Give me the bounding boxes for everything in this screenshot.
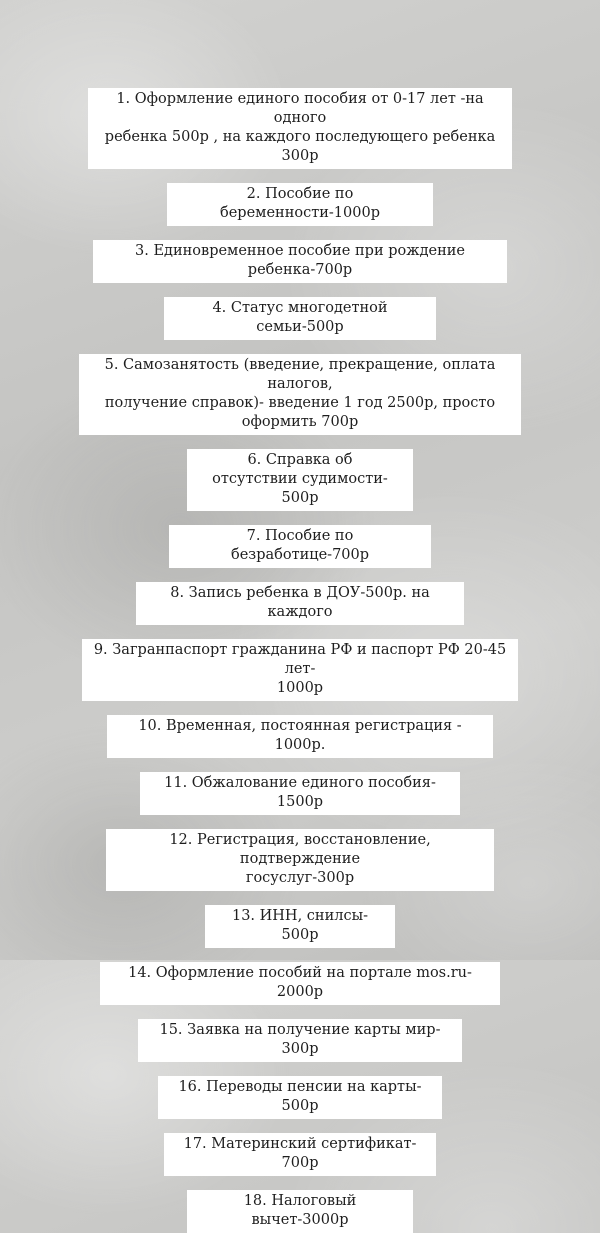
service-item-4: 4. Статус многодетной семьи-500р [164,297,436,340]
service-item-5: 5. Самозанятость (введение, прекращение, оплата налогов, получение справок)- введение 1 год 2500р, просто оформить 700р [79,354,521,435]
service-item-9: 9. Загранпаспорт гражданина РФ и паспорт РФ 20-45 лет- 1000р [82,639,518,701]
service-item-14: 14. Оформление пособий на портале mos.ru- 2000р [100,962,500,1005]
service-item-10: 10. Временная, постоянная регистрация - 1000р. [107,715,493,758]
service-item-1: 1. Оформление единого пособия от 0-17 лет -на одного ребенка 500р , на каждого последующего ребенка 300р [88,88,512,169]
service-item-17: 17. Материнский сертификат- 700р [164,1133,436,1176]
service-item-12: 12. Регистрация, восстановление, подтверждение госуслуг-300р [106,829,494,891]
service-item-15: 15. Заявка на получение карты мир- 300р [138,1019,462,1062]
service-item-8: 8. Запись ребенка в ДОУ-500р. на каждого [136,582,464,625]
services-price-list [0,88,600,1233]
service-item-7: 7. Пособие по безработице-700р [169,525,431,568]
service-item-3: 3. Единовременное пособие при рождение ребенка-700р [93,240,507,283]
service-item-18: 18. Налоговый вычет-3000р [187,1190,413,1233]
service-item-16: 16. Переводы пенсии на карты- 500р [158,1076,442,1119]
service-item-13: 13. ИНН, снилсы- 500р [205,905,395,948]
service-item-6: 6. Справка об отсутствии судимости- 500р [187,449,413,511]
service-item-11: 11. Обжалование единого пособия- 1500р [140,772,460,815]
service-item-2: 2. Пособие по беременности-1000р [167,183,433,226]
